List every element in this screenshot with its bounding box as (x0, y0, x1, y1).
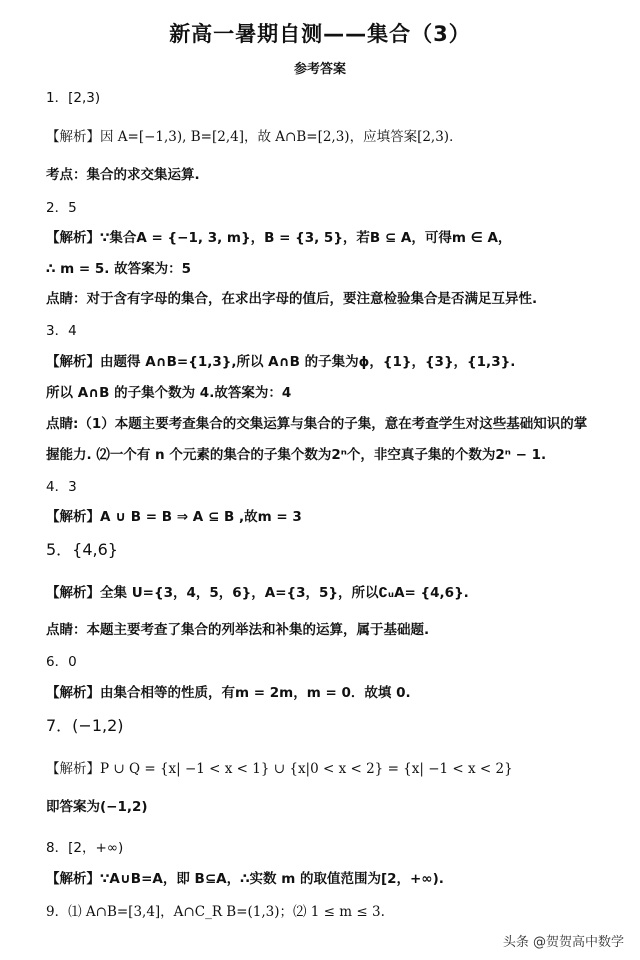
answer-9: 9．⑴ A∩B=[3,4]，A∩C_R B=(1,3)；⑵ 1 ≤ m ≤ 3. (46, 904, 385, 920)
answer-8: 8．[2，+∞) (46, 840, 124, 856)
analysis-2: 【解析】∵集合A = {−1, 3, m}，B = {3, 5}，若B ⊆ A，可得m ∈ A， (46, 230, 512, 246)
note-5: 点睛：本题主要考查了集合的列举法和补集的运算，属于基础题. (46, 622, 430, 638)
analysis-7-cont: 即答案为(−1,2) (46, 799, 148, 815)
answer-1: 1．[2,3) (46, 90, 101, 106)
answer-7: 7．(−1,2) (46, 716, 124, 735)
analysis-2-cont: ∴ m = 5. 故答案为：5 (46, 261, 191, 277)
analysis-3: 【解析】由题得 A∩B={1,3},所以 A∩B 的子集为ϕ，{1}，{3}，{1,3}. (46, 354, 516, 370)
page-title: 新高一暑期自测——集合（3） (169, 22, 471, 46)
analysis-3-cont: 所以 A∩B 的子集个数为 4.故答案为：4 (46, 385, 292, 401)
watermark-text: 头条 @贺贺高中数学 (502, 935, 624, 950)
answer-4: 4．3 (46, 479, 77, 495)
note-3: 点睛:（1）本题主要考查集合的交集运算与集合的子集，意在考查学生对这些基础知识的掌 (46, 416, 588, 432)
note-2: 点睛：对于含有字母的集合，在求出字母的值后，要注意检验集合是否满足互异性. (46, 291, 538, 307)
note-3-cont: 握能力. ⑵一个有 n 个元素的集合的子集个数为2ⁿ个，非空真子集的个数为2ⁿ − 1. (46, 447, 547, 463)
answer-6: 6．0 (46, 654, 77, 670)
watermark (503, 931, 624, 950)
analysis-4: 【解析】A ∪ B = B ⇒ A ⊆ B ,故m = 3 (46, 509, 302, 525)
answer-3: 3．4 (46, 323, 77, 339)
page-subtitle: 参考答案 (293, 62, 346, 77)
answer-5: 5．{4,6} (46, 540, 118, 559)
analysis-5: 【解析】全集 U={3，4，5，6}，A={3，5}，所以∁ᵤA= {4,6}. (46, 585, 469, 601)
answer-2: 2．5 (46, 200, 77, 216)
analysis-7: 【解析】P ∪ Q = {x| −1 < x < 1} ∪ {x|0 < x < 2} = {x| −1 < x < 2} (46, 761, 513, 777)
knowledge-point-1: 考点：集合的求交集运算. (46, 167, 200, 183)
analysis-6: 【解析】由集合相等的性质，有m = 2m，m = 0．故填 0. (46, 685, 411, 701)
analysis-1: 【解析】因 A=[−1,3), B=[2,4]，故 A∩B=[2,3)，应填答案[2,3)． (46, 129, 463, 145)
analysis-8: 【解析】∵A∪B=A，即 B⊆A，∴实数 m 的取值范围为[2，+∞). (46, 871, 444, 887)
